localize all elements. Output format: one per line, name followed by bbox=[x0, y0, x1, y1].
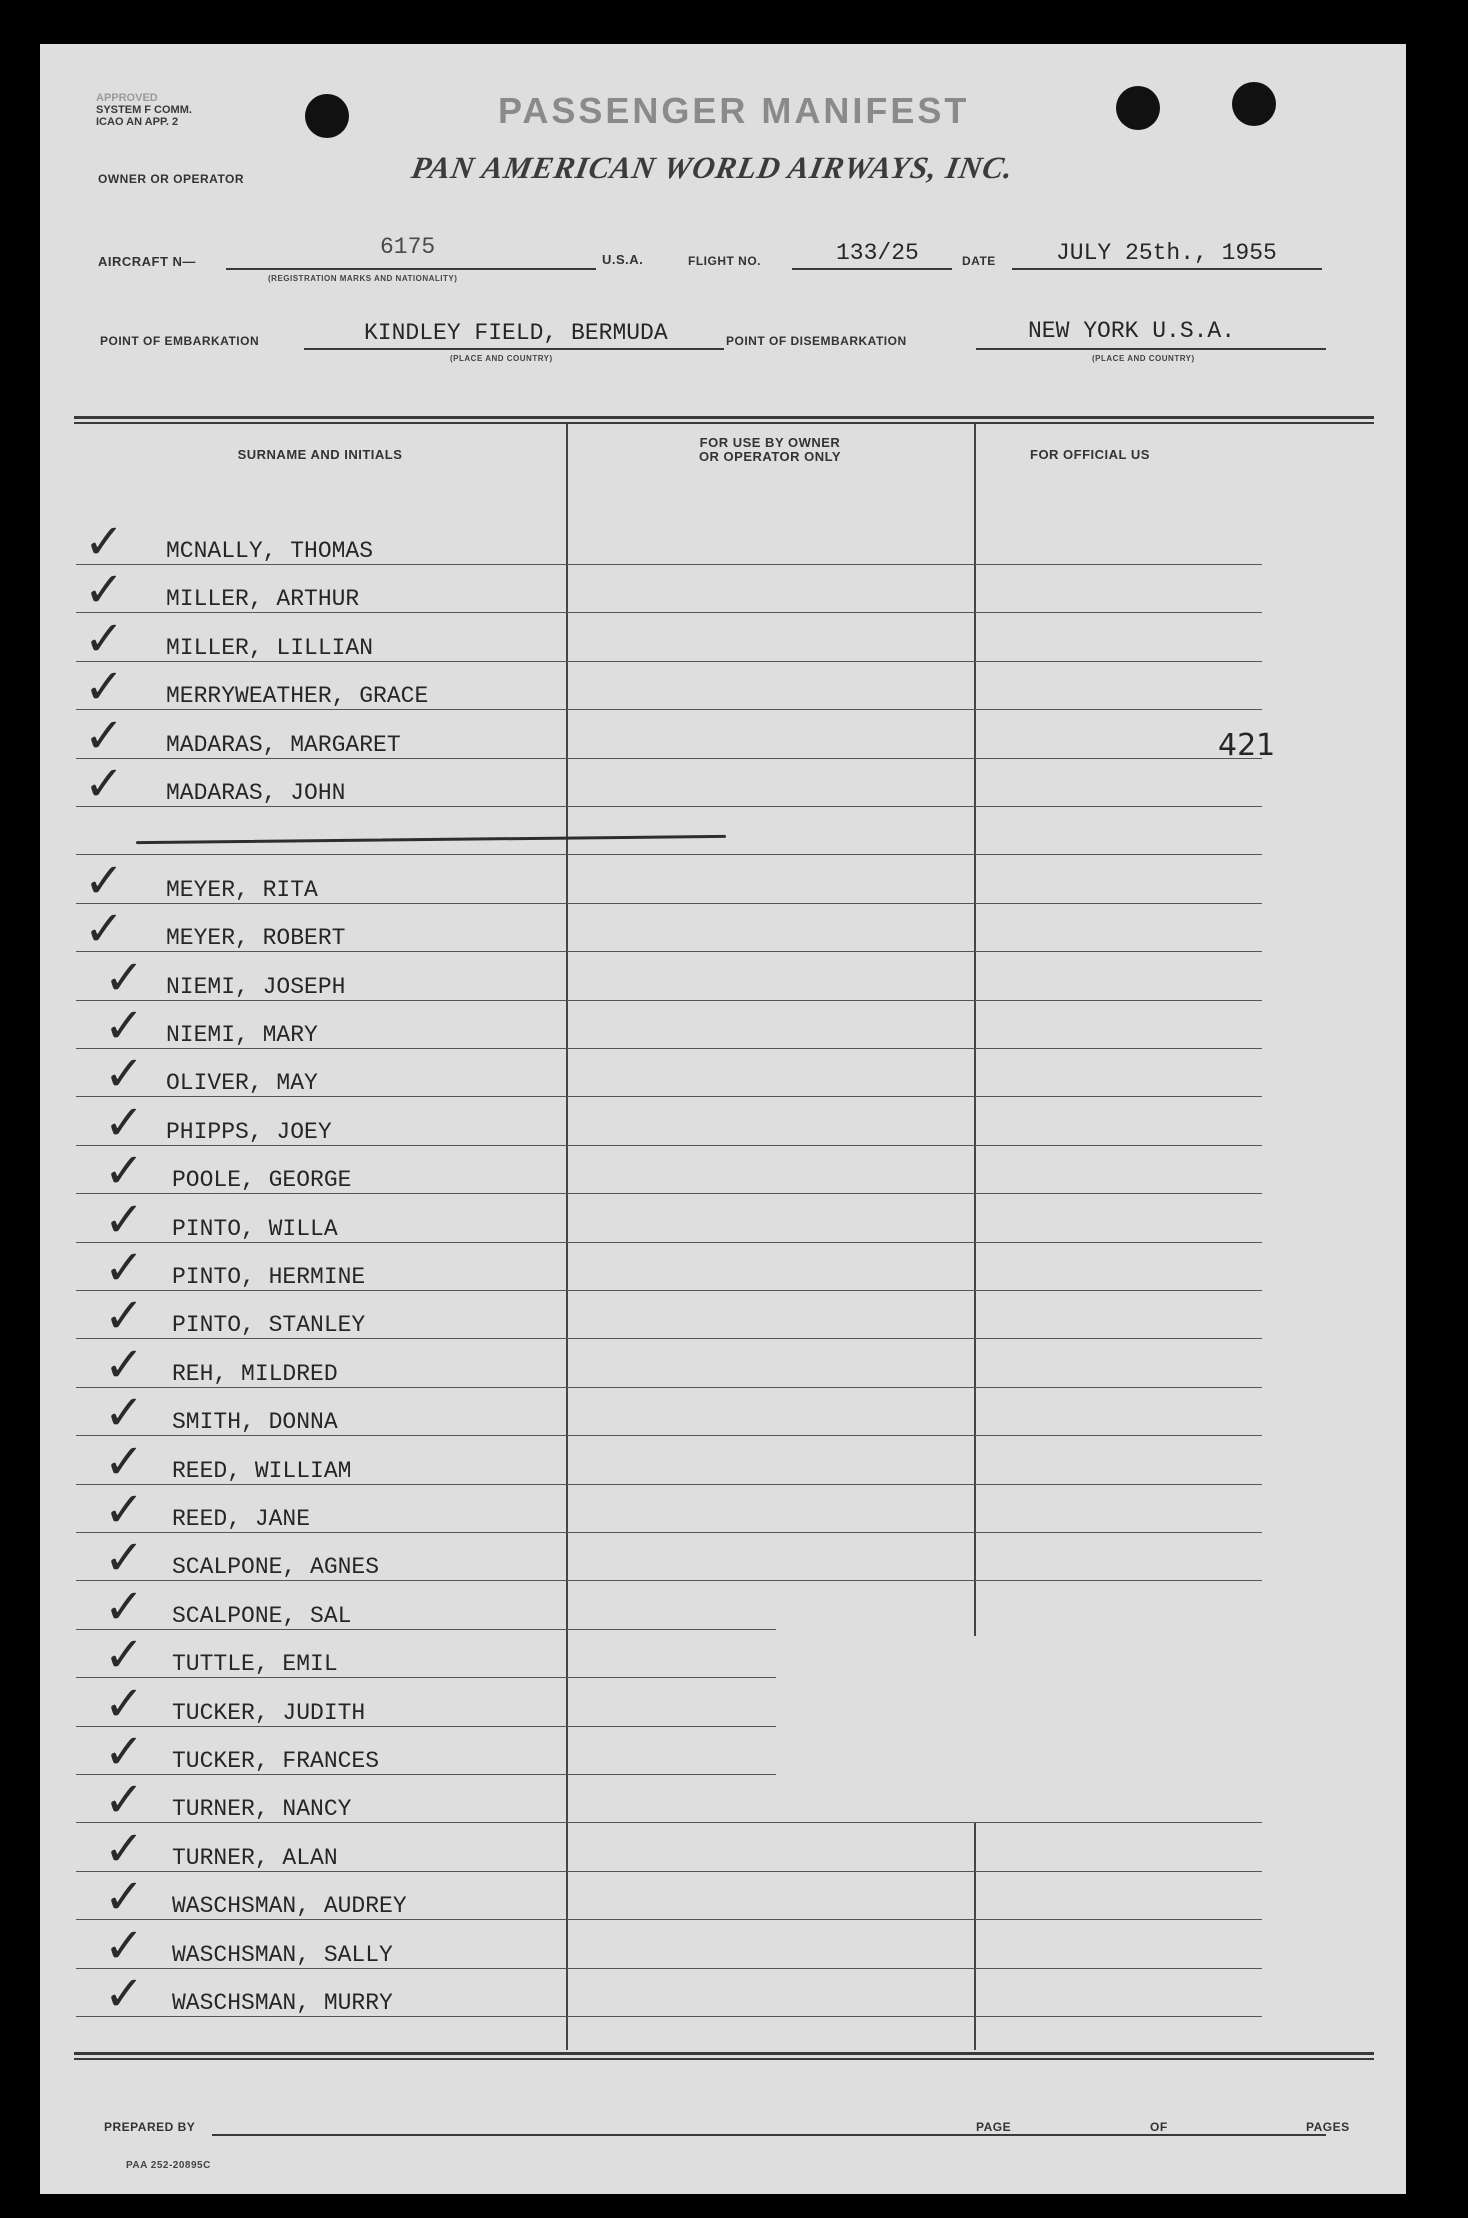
check-mark-icon: ✓ bbox=[84, 514, 125, 570]
passenger-name: NIEMI, MARY bbox=[166, 1022, 318, 1048]
aircraft-label: AIRCRAFT N— bbox=[98, 254, 196, 269]
row-rule bbox=[76, 709, 1262, 710]
punch-hole-right-2 bbox=[1232, 82, 1276, 126]
check-mark-icon: ✓ bbox=[84, 562, 125, 618]
aircraft-underline bbox=[226, 268, 596, 270]
passenger-name: MADARAS, JOHN bbox=[166, 780, 346, 806]
row-rule bbox=[76, 564, 1262, 565]
passenger-name: PINTO, HERMINE bbox=[172, 1264, 366, 1290]
manifest-sheet bbox=[40, 44, 1406, 2194]
passenger-name: TURNER, ALAN bbox=[172, 1845, 338, 1871]
row-rule bbox=[76, 1338, 1262, 1339]
row-rule bbox=[76, 1871, 1262, 1872]
column-header-owner bbox=[600, 436, 940, 464]
footer-line bbox=[212, 2134, 1326, 2136]
check-mark-icon: ✓ bbox=[104, 950, 145, 1006]
row-rule bbox=[76, 1435, 1262, 1436]
check-mark-icon: ✓ bbox=[104, 1385, 145, 1441]
flight-no-label: FLIGHT NO. bbox=[688, 254, 761, 268]
passenger-name: SCALPONE, AGNES bbox=[172, 1554, 380, 1580]
passenger-name: NIEMI, JOSEPH bbox=[166, 974, 346, 1000]
passenger-name: REH, MILDRED bbox=[172, 1361, 338, 1387]
row-rule bbox=[76, 1629, 776, 1630]
passenger-name: MCNALLY, THOMAS bbox=[166, 538, 374, 564]
row-rule bbox=[76, 1532, 1262, 1533]
punch-hole-left bbox=[305, 94, 349, 138]
check-mark-icon: ✓ bbox=[84, 853, 125, 909]
check-mark-icon: ✓ bbox=[104, 1724, 145, 1780]
row-rule bbox=[76, 854, 1262, 855]
row-rule bbox=[76, 758, 1262, 759]
check-mark-icon: ✓ bbox=[104, 1772, 145, 1828]
punch-hole-right-1 bbox=[1116, 86, 1160, 130]
approval-line-2: SYSTEM F COMM. bbox=[96, 104, 192, 116]
passenger-name: WASCHSMAN, AUDREY bbox=[172, 1893, 407, 1919]
row-rule bbox=[76, 903, 1262, 904]
disembarkation-point: NEW YORK U.S.A. bbox=[1028, 318, 1236, 344]
passenger-name: POOLE, GEORGE bbox=[172, 1167, 352, 1193]
passenger-name: MEYER, ROBERT bbox=[166, 925, 346, 951]
passenger-name: MILLER, LILLIAN bbox=[166, 635, 374, 661]
row-strikeout bbox=[136, 835, 726, 844]
row-rule bbox=[76, 806, 1262, 807]
page-annotation: 421 bbox=[1218, 728, 1276, 763]
check-mark-icon: ✓ bbox=[84, 708, 125, 764]
row-rule bbox=[76, 1580, 1262, 1581]
check-mark-icon: ✓ bbox=[104, 1143, 145, 1199]
row-rule bbox=[76, 1774, 776, 1775]
row-rule bbox=[76, 1726, 776, 1727]
check-mark-icon: ✓ bbox=[104, 1676, 145, 1732]
passenger-name: TUTTLE, EMIL bbox=[172, 1651, 338, 1677]
disembarkation-label: POINT OF DISEMBARKATION bbox=[726, 334, 907, 348]
check-mark-icon: ✓ bbox=[104, 1579, 145, 1635]
passenger-name: MILLER, ARTHUR bbox=[166, 586, 360, 612]
check-mark-icon: ✓ bbox=[84, 659, 125, 715]
check-mark-icon: ✓ bbox=[104, 1869, 145, 1925]
pages-label: PAGES bbox=[1306, 2120, 1350, 2134]
passenger-name: SMITH, DONNA bbox=[172, 1409, 338, 1435]
of-label: OF bbox=[1150, 2120, 1168, 2134]
flight-date: JULY 25th., 1955 bbox=[1056, 240, 1277, 266]
date-underline bbox=[1012, 268, 1322, 270]
embarkation-label: POINT OF EMBARKATION bbox=[100, 334, 260, 348]
table-bottom-rule-2 bbox=[74, 2058, 1374, 2060]
disembarkation-sublabel: (PLACE AND COUNTRY) bbox=[1092, 354, 1195, 363]
check-mark-icon: ✓ bbox=[104, 1530, 145, 1586]
usa-label: U.S.A. bbox=[602, 252, 644, 267]
disembarkation-underline bbox=[976, 348, 1326, 350]
check-mark-icon: ✓ bbox=[104, 1434, 145, 1490]
passenger-name: MEYER, RITA bbox=[166, 877, 318, 903]
passenger-name: TUCKER, JUDITH bbox=[172, 1700, 366, 1726]
embarkation-point: KINDLEY FIELD, BERMUDA bbox=[364, 320, 668, 346]
date-label: DATE bbox=[962, 254, 996, 268]
aircraft-number: 6175 bbox=[380, 234, 436, 260]
owner-label: OWNER OR OPERATOR bbox=[98, 172, 245, 186]
operator-name: PAN AMERICAN WORLD AIRWAYS, INC. bbox=[409, 150, 1017, 185]
column-header-official: FOR OFFICIAL US bbox=[1030, 447, 1150, 462]
passenger-name: REED, JANE bbox=[172, 1506, 311, 1532]
passenger-name: PHIPPS, JOEY bbox=[166, 1119, 332, 1145]
row-rule bbox=[76, 2016, 1262, 2017]
table-bottom-rule bbox=[74, 2052, 1374, 2055]
check-mark-icon: ✓ bbox=[104, 1966, 145, 2022]
column-header-owner-line2: OR OPERATOR ONLY bbox=[698, 449, 842, 464]
passenger-name: WASCHSMAN, MURRY bbox=[172, 1990, 393, 2016]
check-mark-icon: ✓ bbox=[104, 1627, 145, 1683]
embarkation-sublabel: (PLACE AND COUNTRY) bbox=[450, 354, 553, 363]
passenger-name: WASCHSMAN, SALLY bbox=[172, 1942, 393, 1968]
row-rule bbox=[76, 1145, 1262, 1146]
check-mark-icon: ✓ bbox=[84, 756, 125, 812]
row-rule bbox=[76, 1290, 1262, 1291]
check-mark-icon: ✓ bbox=[104, 1192, 145, 1248]
passenger-name: TUCKER, FRANCES bbox=[172, 1748, 380, 1774]
flight-underline bbox=[792, 268, 952, 270]
check-mark-icon: ✓ bbox=[104, 1482, 145, 1538]
row-rule bbox=[76, 1000, 1262, 1001]
row-rule bbox=[76, 1387, 1262, 1388]
check-mark-icon: ✓ bbox=[104, 1046, 145, 1102]
check-mark-icon: ✓ bbox=[84, 611, 125, 667]
check-mark-icon: ✓ bbox=[104, 1095, 145, 1151]
passenger-name: OLIVER, MAY bbox=[166, 1070, 318, 1096]
row-rule bbox=[76, 1193, 1262, 1194]
check-mark-icon: ✓ bbox=[104, 1288, 145, 1344]
check-mark-icon: ✓ bbox=[104, 1918, 145, 1974]
row-rule bbox=[76, 661, 1262, 662]
form-number: PAA 252-20895C bbox=[126, 2160, 211, 2171]
passenger-name: MADARAS, MARGARET bbox=[166, 732, 401, 758]
passenger-name: REED, WILLIAM bbox=[172, 1458, 352, 1484]
row-rule bbox=[76, 1096, 1262, 1097]
passenger-name: PINTO, WILLA bbox=[172, 1216, 338, 1242]
row-rule bbox=[76, 1919, 1262, 1920]
aircraft-sublabel: (REGISTRATION MARKS AND NATIONALITY) bbox=[268, 274, 458, 283]
approval-stamp bbox=[96, 92, 192, 128]
row-rule bbox=[76, 951, 1262, 952]
row-rule bbox=[76, 1822, 1262, 1823]
row-rule bbox=[76, 1677, 776, 1678]
flight-number: 133/25 bbox=[836, 240, 919, 266]
row-rule bbox=[76, 1968, 1262, 1969]
row-rule bbox=[76, 612, 1262, 613]
passenger-name: PINTO, STANLEY bbox=[172, 1312, 366, 1338]
page-title: PASSENGER MANIFEST bbox=[498, 90, 970, 131]
embarkation-underline bbox=[304, 348, 724, 350]
check-mark-icon: ✓ bbox=[104, 1337, 145, 1393]
passenger-name: TURNER, NANCY bbox=[172, 1796, 352, 1822]
check-mark-icon: ✓ bbox=[104, 998, 145, 1054]
column-header-surname: SURNAME AND INITIALS bbox=[237, 447, 403, 462]
prepared-by-label: PREPARED BY bbox=[104, 2120, 196, 2134]
passenger-name: MERRYWEATHER, GRACE bbox=[166, 683, 429, 709]
approval-line-1: APPROVED bbox=[96, 92, 158, 104]
table-top-rule-2 bbox=[74, 422, 1374, 424]
row-rule bbox=[76, 1242, 1262, 1243]
column-divider-1 bbox=[566, 424, 568, 2050]
check-mark-icon: ✓ bbox=[104, 1240, 145, 1296]
check-mark-icon: ✓ bbox=[84, 901, 125, 957]
row-rule bbox=[76, 1048, 1262, 1049]
approval-line-3: ICAO AN APP. 2 bbox=[96, 116, 179, 128]
table-top-rule bbox=[74, 416, 1374, 419]
check-mark-icon: ✓ bbox=[104, 1821, 145, 1877]
column-header-owner-line1: FOR USE BY OWNER bbox=[699, 435, 841, 450]
passenger-name: SCALPONE, SAL bbox=[172, 1603, 352, 1629]
column-divider-2 bbox=[974, 424, 976, 1636]
row-rule bbox=[76, 1484, 1262, 1485]
page-label: PAGE bbox=[976, 2120, 1012, 2134]
